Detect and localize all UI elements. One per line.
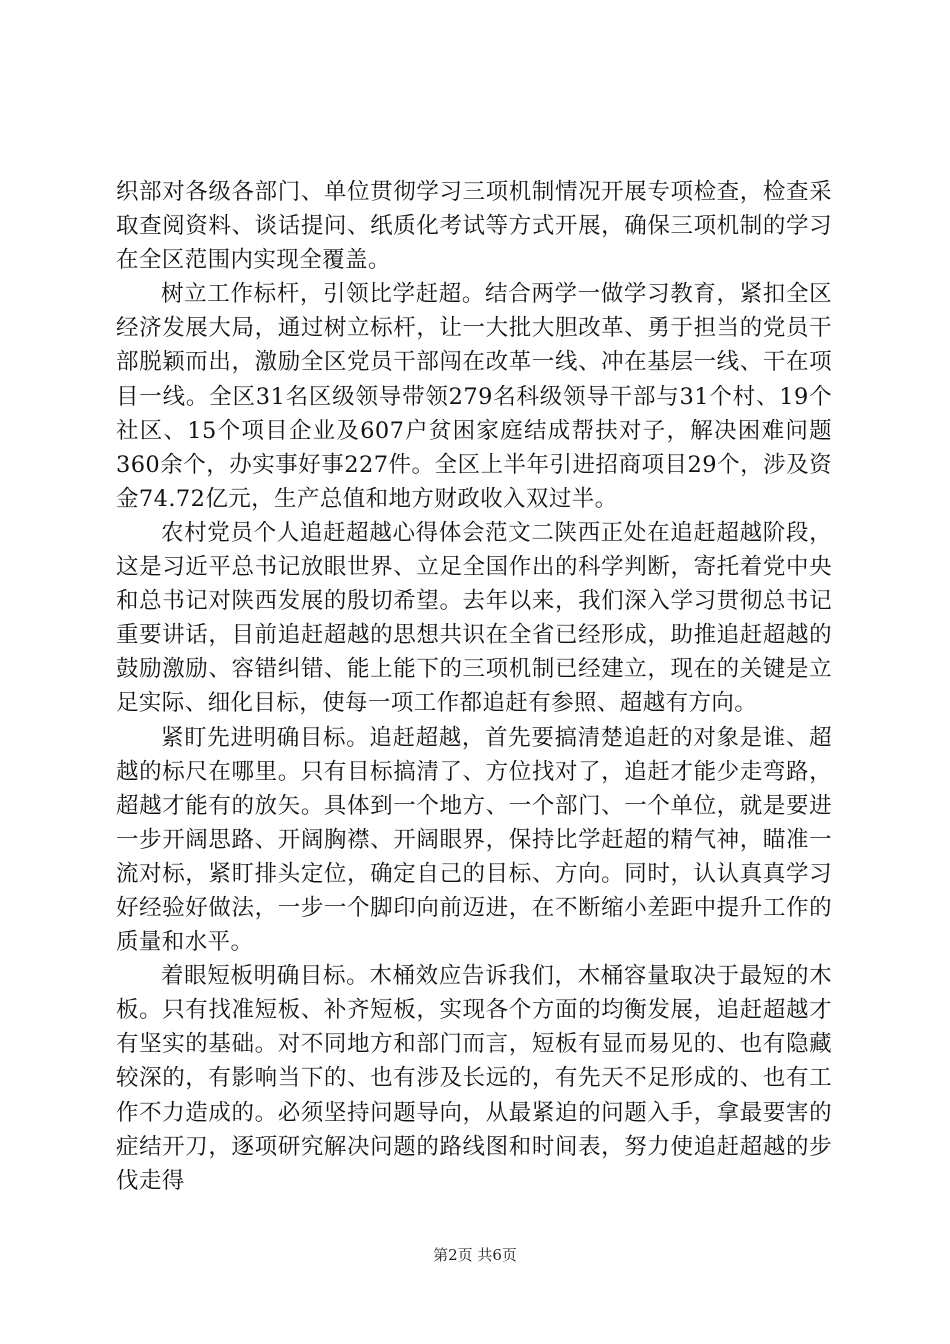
paragraph-1: 织部对各级各部门、单位贯彻学习三项机制情况开展专项检查，检查采取查阅资料、谈话提问、纸质化考试等方式开展，确保三项机制的学习在全区范围内实现全覆盖。 bbox=[116, 179, 832, 274]
paragraph-3: 农村党员个人追赶超越心得体会范文二陕西正处在追赶超越阶段，这是习近平总书记放眼世界、立足全国作出的科学判断，寄托着党中央和总书记对陕西发展的殷切希望。去年以来，我们深入学习贯彻总书记重要讲话，目前追赶超越的思想共识在全省已经形成，助推追赶超越的鼓励激励、容错纠错、能上能下的三项机制已经建立，现在的关键是立足实际、细化目标，使每一项工作都追赶有参照、超越有方向。 bbox=[116, 519, 832, 717]
page-footer: 第2页 共6页 bbox=[433, 1246, 517, 1264]
document-body bbox=[116, 175, 832, 1198]
paragraph-2: 树立工作标杆，引领比学赶超。结合两学一做学习教育，紧扣全区经济发展大局，通过树立标杆，让一大批大胆改革、勇于担当的党员干部脱颖而出，激励全区党员干部闯在改革一线、冲在基层一线、干在项目一线。全区31名区级领导带领279名科级领导干部与31个村、19个社区、15个项目企业及607户贫困家庭结成帮扶对子，解决困难问题360余个，办实事好事227件。全区上半年引进招商项目29个，涉及资金74.72亿元，生产总值和地方财政收入双过半。 bbox=[116, 281, 832, 512]
paragraph-4: 紧盯先进明确目标。追赶超越，首先要搞清楚追赶的对象是谁、超越的标尺在哪里。只有目标搞清了、方位找对了，追赶才能少走弯路，超越才能有的放矢。具体到一个地方、一个部门、一个单位，就是要进一步开阔思路、开阔胸襟、开阔眼界，保持比学赶超的精气神，瞄准一流对标，紧盯排头定位，确定自己的目标、方向。同时，认认真真学习好经验好做法，一步一个脚印向前迈进，在不断缩小差距中提升工作的质量和水平。 bbox=[116, 724, 832, 956]
paragraph-5: 着眼短板明确目标。木桶效应告诉我们，木桶容量取决于最短的木板。只有找准短板、补齐短板，实现各个方面的均衡发展，追赶超越才有坚实的基础。对不同地方和部门而言，短板有显而易见的、也有隐藏较深的，有影响当下的、也有涉及长远的，有先天不足形成的、也有工作不力造成的。必须坚持问题导向，从最紧迫的问题入手，拿最要害的症结开刀，逐项研究解决问题的路线图和时间表，努力使追赶超越的步伐走得 bbox=[116, 963, 832, 1194]
